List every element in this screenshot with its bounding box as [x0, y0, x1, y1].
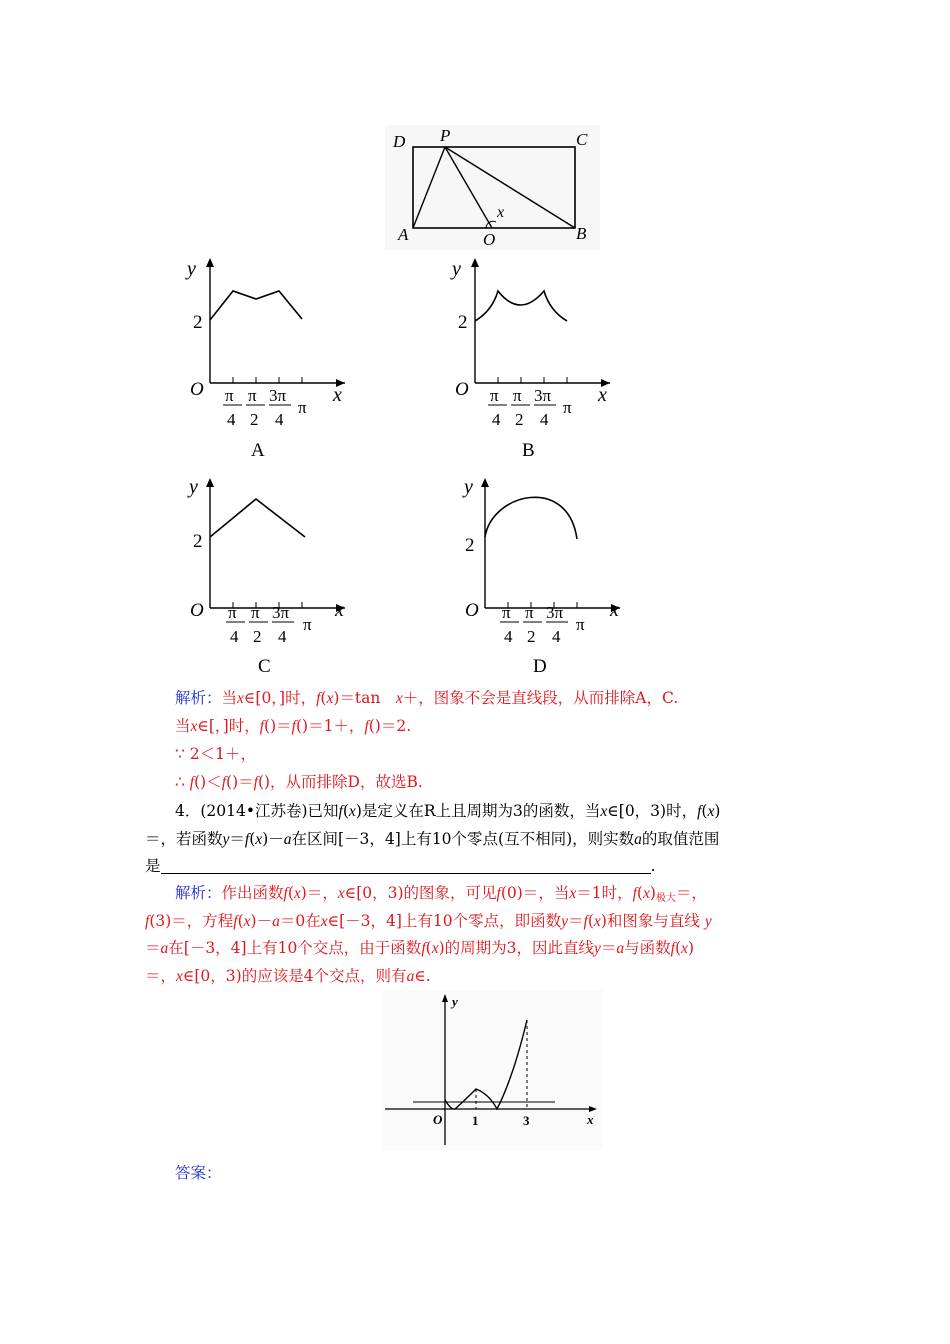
solution4-line2: f(3)＝，方程f(x)－a＝0在x∈[－3，4]上有10个零点，即函数y＝f(x)和图象与直线 y	[145, 912, 712, 930]
svg-text:π: π	[228, 603, 237, 622]
svg-text:π: π	[225, 386, 234, 405]
solution4-label: 解析：	[175, 884, 222, 902]
svg-text:x: x	[333, 384, 342, 406]
svg-text:4: 4	[492, 410, 501, 429]
svg-text:y: y	[464, 476, 473, 498]
svg-text:x: x	[598, 384, 607, 406]
answer-blank[interactable]	[161, 857, 651, 874]
solution4-line1: 解析：作出函数f(x)＝，x∈[0，3)的图象，可见f(0)＝，当x＝1时，$f(x)_{极大}=$，	[175, 884, 707, 904]
solution4-line4: ＝，x∈[0，3)的应该是4个交点，则有a∈.	[145, 967, 431, 985]
svg-text:4: 4	[504, 627, 513, 646]
point-p: P	[440, 126, 451, 145]
option-c-label: C	[258, 656, 271, 677]
svg-text:π: π	[303, 615, 312, 634]
svg-text:4: 4	[227, 410, 236, 429]
svg-text:4: 4	[552, 627, 561, 646]
svg-text:y: y	[189, 476, 198, 498]
svg-text:2: 2	[527, 627, 536, 646]
svg-text:3π: 3π	[534, 386, 552, 405]
graph-option-b	[450, 255, 625, 435]
svg-text:x: x	[335, 599, 344, 621]
solution3-line3: ∵ 2＜1＋，	[175, 745, 257, 763]
svg-text:π: π	[563, 398, 572, 417]
svg-text:3π: 3π	[269, 386, 287, 405]
svg-text:x: x	[587, 1112, 594, 1127]
option-a-label: A	[251, 440, 265, 461]
svg-text:2: 2	[193, 531, 203, 552]
option-b-label: B	[522, 440, 535, 461]
curve-c	[210, 499, 305, 537]
svg-text:2: 2	[250, 410, 259, 429]
svg-text:3: 3	[523, 1113, 530, 1128]
svg-text:O: O	[190, 379, 204, 400]
graph-option-a	[185, 255, 360, 435]
svg-text:y: y	[452, 258, 461, 280]
curve-b	[475, 291, 567, 321]
svg-text:π: π	[502, 603, 511, 622]
svg-text:2: 2	[515, 410, 524, 429]
problem4-line1: 4．(2014•江苏卷)已知f(x)是定义在R上且周期为3的函数，当x∈[0，3)时，f(x)	[175, 802, 721, 820]
svg-text:4: 4	[275, 410, 284, 429]
svg-text:2: 2	[253, 627, 262, 646]
svg-text:4: 4	[278, 627, 287, 646]
problem4-line2: ＝，若函数y＝f(x)－a在区间[－3，4]上有10个零点(互不相同)，则实数a的取值范围	[145, 830, 720, 848]
svg-text:O: O	[433, 1112, 443, 1127]
svg-text:4: 4	[540, 410, 549, 429]
point-o: O	[483, 230, 496, 249]
svg-text:1: 1	[472, 1113, 479, 1128]
svg-text:3π: 3π	[272, 603, 290, 622]
problem4-line3: 是 .	[145, 857, 656, 875]
svg-text:π: π	[576, 615, 585, 634]
svg-text:4: 4	[230, 627, 239, 646]
point-b: B	[576, 224, 587, 243]
svg-text:y: y	[187, 258, 196, 280]
curve-d	[485, 497, 577, 539]
svg-text:π: π	[251, 603, 260, 622]
svg-text:π: π	[525, 603, 534, 622]
answer-label: 答案：	[175, 1164, 222, 1182]
svg-text:O: O	[190, 600, 204, 621]
svg-text:2: 2	[465, 535, 475, 556]
svg-text:π: π	[248, 386, 257, 405]
curve-a	[210, 291, 302, 320]
svg-text:π: π	[513, 386, 522, 405]
point-d: D	[393, 132, 406, 151]
solution3-line4: ∴ f()＜f()＝f()，从而排除D，故选B.	[175, 773, 423, 791]
option-d-label: D	[533, 656, 547, 677]
function-graph	[383, 990, 603, 1150]
svg-text:3π: 3π	[546, 603, 564, 622]
svg-text:π: π	[298, 398, 307, 417]
solution3-line1: 解析：当x∈[0，]时，f(x)＝tan x＋，图象不会是直线段，从而排除A，C.	[175, 689, 679, 707]
point-c: C	[576, 130, 588, 149]
svg-text:2: 2	[458, 312, 468, 333]
point-a: A	[398, 225, 409, 244]
svg-text:2: 2	[193, 312, 203, 333]
svg-text:π: π	[490, 386, 499, 405]
graph-option-d	[460, 475, 635, 655]
graph-option-c	[185, 475, 360, 655]
svg-text:y: y	[452, 994, 458, 1009]
svg-text:O: O	[455, 379, 469, 400]
solution3-line2: 当x∈[，]时，f()＝f()＝1＋，f()＝2.	[175, 717, 412, 735]
angle-x: x	[497, 204, 505, 221]
svg-text:x: x	[610, 599, 619, 621]
svg-text:O: O	[465, 600, 479, 621]
solution4-line3: ＝a在[－3，4]上有10个交点，由于函数f(x)的周期为3，因此直线y＝a与函数f(x)	[145, 939, 694, 957]
solution3-label: 解析：	[175, 689, 222, 707]
rectangle-figure	[385, 125, 600, 250]
